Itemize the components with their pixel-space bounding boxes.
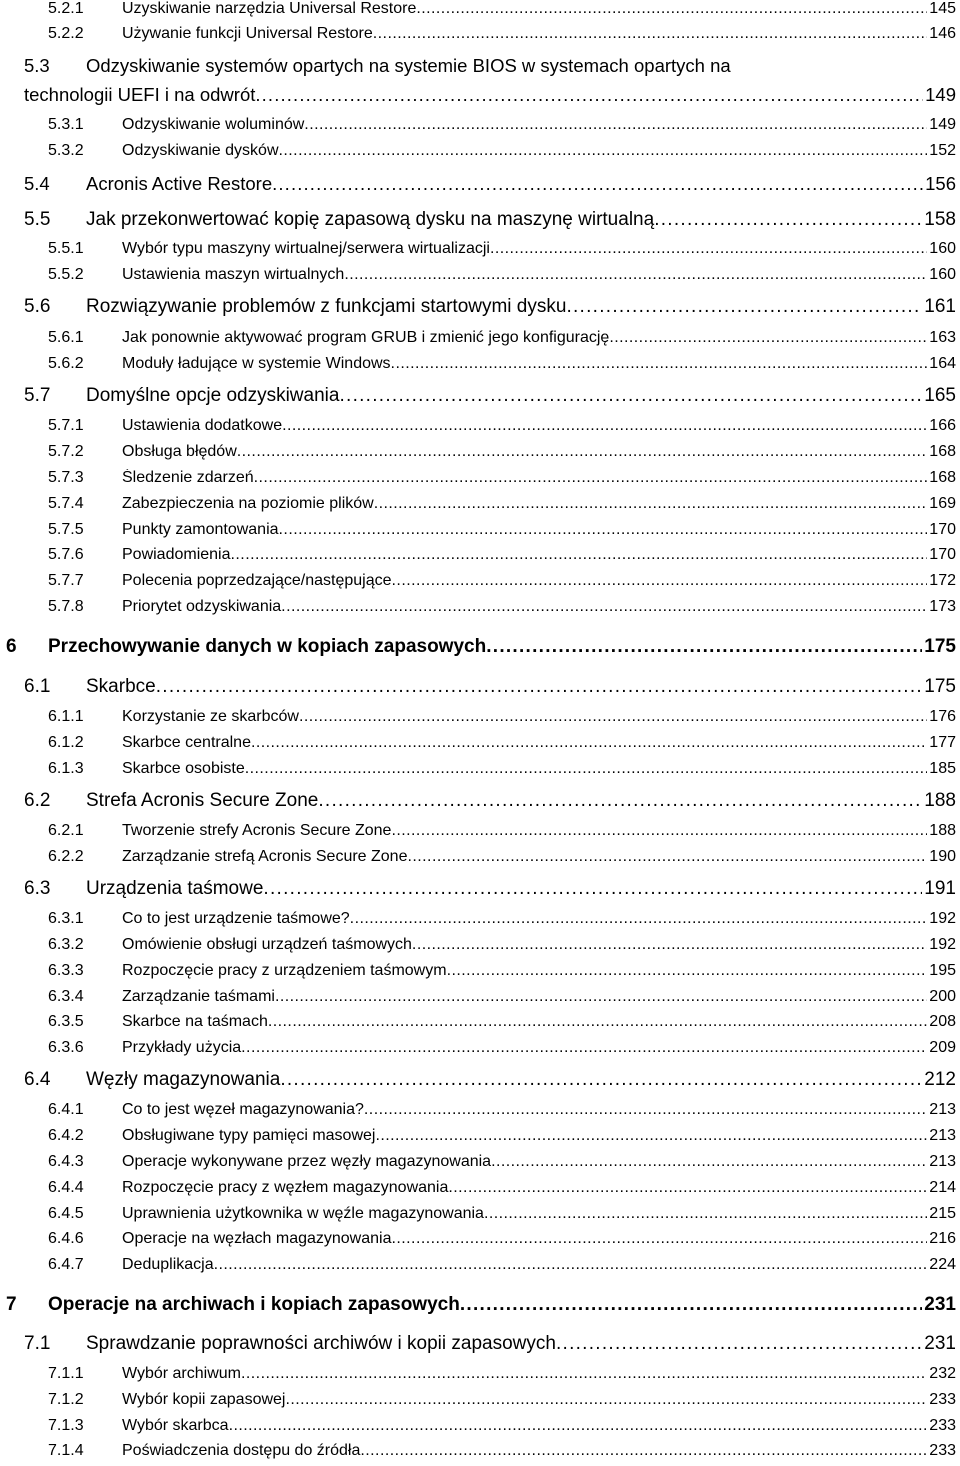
toc-entry-number: 5.7.4 <box>48 495 84 512</box>
toc-entry-title: Wybór skarbca <box>122 1417 229 1434</box>
toc-entry-page-number: 156 <box>925 173 956 194</box>
toc-entry[interactable] <box>48 1013 956 1031</box>
toc-entry-page-number: 233 <box>929 1442 956 1459</box>
dot-leader <box>448 1179 927 1197</box>
toc-entry[interactable] <box>48 734 956 752</box>
toc-entry-first-line[interactable] <box>24 55 731 76</box>
dot-leader <box>374 495 928 513</box>
toc-entry-title: Wybór archiwum <box>122 1365 241 1382</box>
dot-leader <box>350 910 928 928</box>
dot-leader <box>364 1101 927 1119</box>
toc-entry-title: Skarbce osobiste <box>122 760 245 777</box>
toc-entry-number: 6.3 <box>24 878 51 899</box>
toc-entry-title: Omówienie obsługi urządzeń taśmowych <box>122 936 412 953</box>
toc-entry-title: Skarbce na taśmach <box>122 1013 268 1030</box>
toc-entry[interactable] <box>48 1127 956 1145</box>
toc-entry[interactable] <box>48 598 956 616</box>
dot-leader <box>412 936 927 954</box>
toc-entry-page-number: 224 <box>929 1256 956 1273</box>
toc-entry-title: Węzły magazynowania <box>86 1069 281 1090</box>
toc-entry-number: 5.5.2 <box>48 266 84 283</box>
toc-entry-page-number: 172 <box>929 572 956 589</box>
toc-entry-number: 5.3.1 <box>48 116 84 133</box>
toc-entry-title: Poświadczenia dostępu do źródła <box>122 1442 361 1459</box>
toc-entry[interactable] <box>48 142 956 160</box>
toc-entry-title: Uzyskiwanie narzędzia Universal Restore <box>122 0 417 17</box>
toc-entry-number: 5.7.5 <box>48 521 84 538</box>
toc-entry[interactable] <box>48 1442 956 1460</box>
toc-entry-page-number: 166 <box>929 417 956 434</box>
toc-entry-number: 6.2.2 <box>48 848 84 865</box>
toc-entry[interactable] <box>48 760 956 778</box>
dot-leader <box>556 1333 922 1355</box>
toc-entry-title: Operacje na węzłach magazynowania <box>122 1230 392 1247</box>
toc-entry-page-number: 176 <box>929 708 956 725</box>
toc-entry-page-number: 231 <box>924 1333 956 1354</box>
toc-entry-number: 5.3 <box>24 55 50 76</box>
toc-entry-number: 5.7.8 <box>48 598 84 615</box>
toc-entry-page-number: 169 <box>929 495 956 512</box>
toc-entry[interactable] <box>48 495 956 513</box>
toc-entry-title: Operacje wykonywane przez węzły magazynowania <box>122 1153 492 1170</box>
toc-entry[interactable] <box>48 443 956 461</box>
toc-entry-page-number: 213 <box>929 1153 956 1170</box>
toc-entry-title: Jak ponownie aktywować program GRUB i zmienić jego konfigurację <box>122 329 610 346</box>
toc-entry[interactable] <box>24 84 956 105</box>
toc-entry[interactable] <box>48 1417 956 1435</box>
toc-entry-number: 7.1.3 <box>48 1417 84 1434</box>
toc-entry-title: Śledzenie zdarzeń <box>122 469 254 486</box>
toc-entry-number: 6.1.2 <box>48 734 84 751</box>
toc-entry[interactable] <box>48 1365 956 1383</box>
toc-entry[interactable] <box>48 1230 956 1248</box>
dot-leader <box>566 296 922 318</box>
toc-entry-page-number: 149 <box>929 116 956 133</box>
toc-entry-page-number: 163 <box>929 329 956 346</box>
dot-leader <box>654 209 922 231</box>
toc-entry-title: Powiadomienia <box>122 546 231 563</box>
toc-entry-title: Strefa Acronis Secure Zone <box>86 790 319 811</box>
toc-entry-title: Uprawnienia użytkownika w węźle magazynowania <box>122 1205 484 1222</box>
toc-entry[interactable] <box>48 1256 956 1274</box>
dot-leader <box>491 1153 927 1171</box>
toc-entry-page-number: 149 <box>925 84 956 105</box>
toc-entry-page-number: 213 <box>929 1101 956 1118</box>
toc-entry-title: Odzyskiwanie systemów opartych na systemie BIOS w systemach opartych na <box>86 55 731 76</box>
toc-entry[interactable] <box>48 1391 956 1409</box>
toc-entry-number: 6.3.3 <box>48 962 84 979</box>
toc-entry-title: Sprawdzanie poprawności archiwów i kopii zapasowych <box>86 1333 556 1354</box>
dot-leader <box>282 417 927 435</box>
toc-entry-title: Skarbce centralne <box>122 734 251 751</box>
dot-leader <box>275 988 927 1006</box>
toc-entry-title: Deduplikacja <box>122 1256 214 1273</box>
toc-entry-number: 5.7.7 <box>48 572 84 589</box>
toc-entry-page-number: 192 <box>929 936 956 953</box>
dot-leader <box>304 116 927 134</box>
toc-entry-page-number: 188 <box>924 790 956 811</box>
toc-entry-page-number: 208 <box>929 1013 956 1030</box>
toc-entry-number: 5.2.1 <box>48 0 84 17</box>
toc-entry-number: 5.4 <box>24 173 50 194</box>
dot-leader <box>251 734 927 752</box>
toc-entry[interactable] <box>48 988 956 1006</box>
dot-leader <box>156 676 923 698</box>
toc-entry[interactable] <box>48 822 956 840</box>
toc-entry-title: Odzyskiwanie dysków <box>122 142 279 159</box>
toc-entry-number: 7 <box>6 1294 17 1315</box>
dot-leader <box>416 0 927 18</box>
toc-entry-number: 7.1.4 <box>48 1442 84 1459</box>
toc-entry[interactable] <box>24 1333 956 1355</box>
dot-leader <box>279 521 928 539</box>
toc-entry-page-number: 177 <box>929 734 956 751</box>
toc-entry[interactable] <box>48 1039 956 1057</box>
toc-entry[interactable] <box>24 385 956 407</box>
toc-entry-number: 5.6 <box>24 296 51 317</box>
toc-entry-page-number: 170 <box>929 546 956 563</box>
toc-entry[interactable] <box>48 1153 956 1171</box>
toc-entry-title: Korzystanie ze skarbców <box>122 708 299 725</box>
toc-entry-title: Co to jest urządzenie taśmowe? <box>122 910 350 927</box>
toc-entry[interactable] <box>48 910 956 928</box>
dot-leader <box>392 572 928 590</box>
toc-entry-number: 6.4.3 <box>48 1153 84 1170</box>
toc-entry-page-number: 192 <box>929 910 956 927</box>
toc-entry-title: Tworzenie strefy Acronis Secure Zone <box>122 822 392 839</box>
toc-entry[interactable] <box>48 116 956 134</box>
toc-entry-page-number: 188 <box>929 822 956 839</box>
toc-entry-number: 6.4.2 <box>48 1127 84 1144</box>
toc-entry-number: 6.2.1 <box>48 822 84 839</box>
toc-entry-number: 7.1.2 <box>48 1391 84 1408</box>
toc-entry[interactable] <box>48 469 956 487</box>
toc-entry-title: Polecenia poprzedzające/następujące <box>122 572 392 589</box>
dot-leader <box>299 708 927 726</box>
dot-leader <box>486 636 922 658</box>
dot-leader <box>484 1205 927 1223</box>
toc-entry-number: 6.4.7 <box>48 1256 84 1273</box>
toc-entry-number: 7.1.1 <box>48 1365 84 1382</box>
dot-leader <box>339 385 922 407</box>
toc-entry-page-number: 209 <box>929 1039 956 1056</box>
toc-entry-page-number: 212 <box>924 1069 956 1090</box>
dot-leader <box>272 173 923 194</box>
toc-entry-page-number: 168 <box>929 443 956 460</box>
toc-entry-title: Priorytet odzyskiwania <box>122 598 282 615</box>
toc-entry-title: Urządzenia taśmowe <box>86 878 264 899</box>
toc-entry-title: Moduły ładujące w systemie Windows <box>122 355 391 372</box>
toc-entry-number: 6.4.6 <box>48 1230 84 1247</box>
toc-entry[interactable] <box>48 240 956 258</box>
toc-entry-page-number: 200 <box>929 988 956 1005</box>
toc-entry-title: Operacje na archiwach i kopiach zapasowych <box>48 1294 460 1315</box>
toc-entry[interactable] <box>48 266 956 284</box>
toc-entry-page-number: 161 <box>924 296 956 317</box>
toc-entry-number: 6.3.2 <box>48 936 84 953</box>
dot-leader <box>609 329 927 347</box>
toc-entry-number: 5.7.6 <box>48 546 84 563</box>
dot-leader <box>254 469 928 487</box>
dot-leader <box>460 1294 922 1316</box>
toc-entry[interactable] <box>48 25 956 43</box>
toc-entry-page-number: 160 <box>929 240 956 257</box>
toc-entry[interactable] <box>48 1101 956 1119</box>
toc-entry-number: 6.4.4 <box>48 1179 84 1196</box>
toc-entry-title: Rozwiązywanie problemów z funkcjami startowymi dysku <box>86 296 567 317</box>
toc-entry-title: Wybór kopii zapasowej <box>122 1391 286 1408</box>
toc-entry-page-number: 173 <box>929 598 956 615</box>
toc-entry-number: 6.3.4 <box>48 988 84 1005</box>
toc-entry-title: Jak przekonwertować kopię zapasową dysku na maszynę wirtualną <box>86 209 655 230</box>
toc-entry-number: 6.4 <box>24 1069 51 1090</box>
dot-leader <box>360 1442 927 1460</box>
toc-entry-page-number: 213 <box>929 1127 956 1144</box>
toc-entry[interactable] <box>24 1069 956 1091</box>
toc-entry-number: 6 <box>6 636 17 657</box>
toc-entry-page-number: 216 <box>929 1230 956 1247</box>
dot-leader <box>490 240 927 258</box>
dot-leader <box>237 443 928 461</box>
dot-leader <box>281 598 927 616</box>
toc-entry-title: Używanie funkcji Universal Restore <box>122 25 373 42</box>
toc-entry[interactable] <box>48 1205 956 1223</box>
toc-entry-number: 5.5.1 <box>48 240 84 257</box>
toc-entry[interactable] <box>48 962 956 980</box>
toc-entry[interactable] <box>6 636 956 658</box>
toc-entry-number: 7.1 <box>24 1333 51 1354</box>
toc-entry-number: 6.1 <box>24 676 51 697</box>
toc-entry-title: Zabezpieczenia na poziomie plików <box>122 495 374 512</box>
toc-entry-page-number: 158 <box>924 209 956 230</box>
toc-entry-number: 5.5 <box>24 209 51 230</box>
toc-entry-title-continued: technologii UEFI i na odwrót <box>24 84 256 105</box>
toc-entry-page-number: 146 <box>929 25 956 42</box>
toc-entry-number: 6.3.1 <box>48 910 84 927</box>
toc-entry[interactable] <box>24 296 956 318</box>
toc-entry-title: Przechowywanie danych w kopiach zapasowych <box>48 636 487 657</box>
toc-entry-number: 6.3.5 <box>48 1013 84 1030</box>
dot-leader <box>229 1417 928 1435</box>
toc-entry[interactable] <box>48 848 956 866</box>
toc-entry-page-number: 231 <box>924 1294 956 1315</box>
toc-entry[interactable] <box>48 0 956 18</box>
toc-entry-page-number: 232 <box>929 1365 956 1382</box>
toc-entry-page-number: 175 <box>924 636 956 657</box>
toc-entry-number: 6.1.3 <box>48 760 84 777</box>
toc-entry-number: 5.7.2 <box>48 443 84 460</box>
toc-entry-page-number: 214 <box>929 1179 956 1196</box>
toc-entry-title: Ustawienia maszyn wirtualnych <box>122 266 345 283</box>
toc-entry-number: 5.7 <box>24 385 51 406</box>
toc-entry-number: 5.3.2 <box>48 142 84 159</box>
toc-entry-page-number: 190 <box>929 848 956 865</box>
toc-entry-page-number: 215 <box>929 1205 956 1222</box>
toc-entry[interactable] <box>48 355 956 373</box>
toc-entry[interactable] <box>24 173 956 194</box>
dot-leader <box>391 355 928 373</box>
toc-entry[interactable] <box>48 329 956 347</box>
toc-entry-title: Acronis Active Restore <box>86 173 273 194</box>
toc-entry-page-number: 168 <box>929 469 956 486</box>
dot-leader <box>280 1069 922 1091</box>
toc-entry[interactable] <box>48 521 956 539</box>
toc-entry-page-number: 165 <box>924 385 956 406</box>
toc-entry-page-number: 191 <box>924 878 956 899</box>
dot-leader <box>241 1365 927 1383</box>
dot-leader <box>407 848 927 866</box>
toc-entry[interactable] <box>24 676 956 698</box>
dot-leader <box>268 1013 927 1031</box>
dot-leader <box>279 142 928 160</box>
toc-entry[interactable] <box>48 708 956 726</box>
toc-entry[interactable] <box>24 878 956 900</box>
toc-entry-page-number: 195 <box>929 962 956 979</box>
toc-entry-title: Zarządzanie strefą Acronis Secure Zone <box>122 848 408 865</box>
toc-entry-title: Punkty zamontowania <box>122 521 279 538</box>
toc-entry-title: Obsługiwane typy pamięci masowej <box>122 1127 376 1144</box>
toc-entry[interactable] <box>24 790 956 812</box>
toc-entry-title: Rozpoczęcie pracy z węzłem magazynowania <box>122 1179 449 1196</box>
dot-leader <box>231 546 928 564</box>
dot-leader <box>245 760 928 778</box>
toc-entry[interactable] <box>48 936 956 954</box>
toc-entry-number: 6.1.1 <box>48 708 84 725</box>
toc-entry-number: 5.2.2 <box>48 25 84 42</box>
toc-entry[interactable] <box>48 417 956 435</box>
toc-entry-number: 5.6.2 <box>48 355 84 372</box>
toc-entry-title: Wybór typu maszyny wirtualnej/serwera wirtualizacji <box>122 240 490 257</box>
dot-leader <box>391 1230 927 1248</box>
dot-leader <box>391 822 927 840</box>
toc-entry-page-number: 185 <box>929 760 956 777</box>
toc-entry-number: 5.7.3 <box>48 469 84 486</box>
toc-entry-title: Ustawienia dodatkowe <box>122 417 283 434</box>
dot-leader <box>263 878 922 900</box>
dot-leader <box>285 1391 927 1409</box>
toc-entry-title: Obsługa błędów <box>122 443 237 460</box>
toc-entry-number: 6.4.5 <box>48 1205 84 1222</box>
toc-entry-page-number: 175 <box>924 676 956 697</box>
toc-entry-title: Przykłady użycia <box>122 1039 242 1056</box>
dot-leader <box>447 962 928 980</box>
dot-leader <box>318 790 922 812</box>
toc-entry[interactable] <box>48 546 956 564</box>
toc-entry-page-number: 233 <box>929 1391 956 1408</box>
toc-entry-page-number: 164 <box>929 355 956 372</box>
toc-entry-title: Odzyskiwanie woluminów <box>122 116 305 133</box>
toc-entry-number: 6.3.6 <box>48 1039 84 1056</box>
toc-entry-page-number: 152 <box>929 142 956 159</box>
toc-entry-title: Zarządzanie taśmami <box>122 988 275 1005</box>
toc-entry[interactable] <box>24 209 956 231</box>
toc-entry-title: Domyślne opcje odzyskiwania <box>86 385 340 406</box>
toc-entry-page-number: 145 <box>929 0 956 17</box>
toc-entry[interactable] <box>6 1294 956 1316</box>
toc-entry-number: 5.7.1 <box>48 417 84 434</box>
dot-leader <box>241 1039 927 1057</box>
toc-entry-title: Skarbce <box>86 676 156 697</box>
toc-entry-number: 6.4.1 <box>48 1101 84 1118</box>
toc-entry-page-number: 233 <box>929 1417 956 1434</box>
toc-entry-number: 6.2 <box>24 790 51 811</box>
dot-leader <box>214 1256 928 1274</box>
toc-entry[interactable] <box>48 572 956 590</box>
dot-leader <box>375 1127 927 1145</box>
toc-entry-page-number: 160 <box>929 266 956 283</box>
toc-entry-number: 5.6.1 <box>48 329 84 346</box>
toc-entry-title: Co to jest węzeł magazynowania? <box>122 1101 364 1118</box>
toc-entry-title: Rozpoczęcie pracy z urządzeniem taśmowym <box>122 962 447 979</box>
toc-entry[interactable] <box>48 1179 956 1197</box>
dot-leader <box>344 266 927 284</box>
toc-entry-page-number: 170 <box>929 521 956 538</box>
dot-leader <box>373 25 928 43</box>
dot-leader <box>255 84 923 105</box>
